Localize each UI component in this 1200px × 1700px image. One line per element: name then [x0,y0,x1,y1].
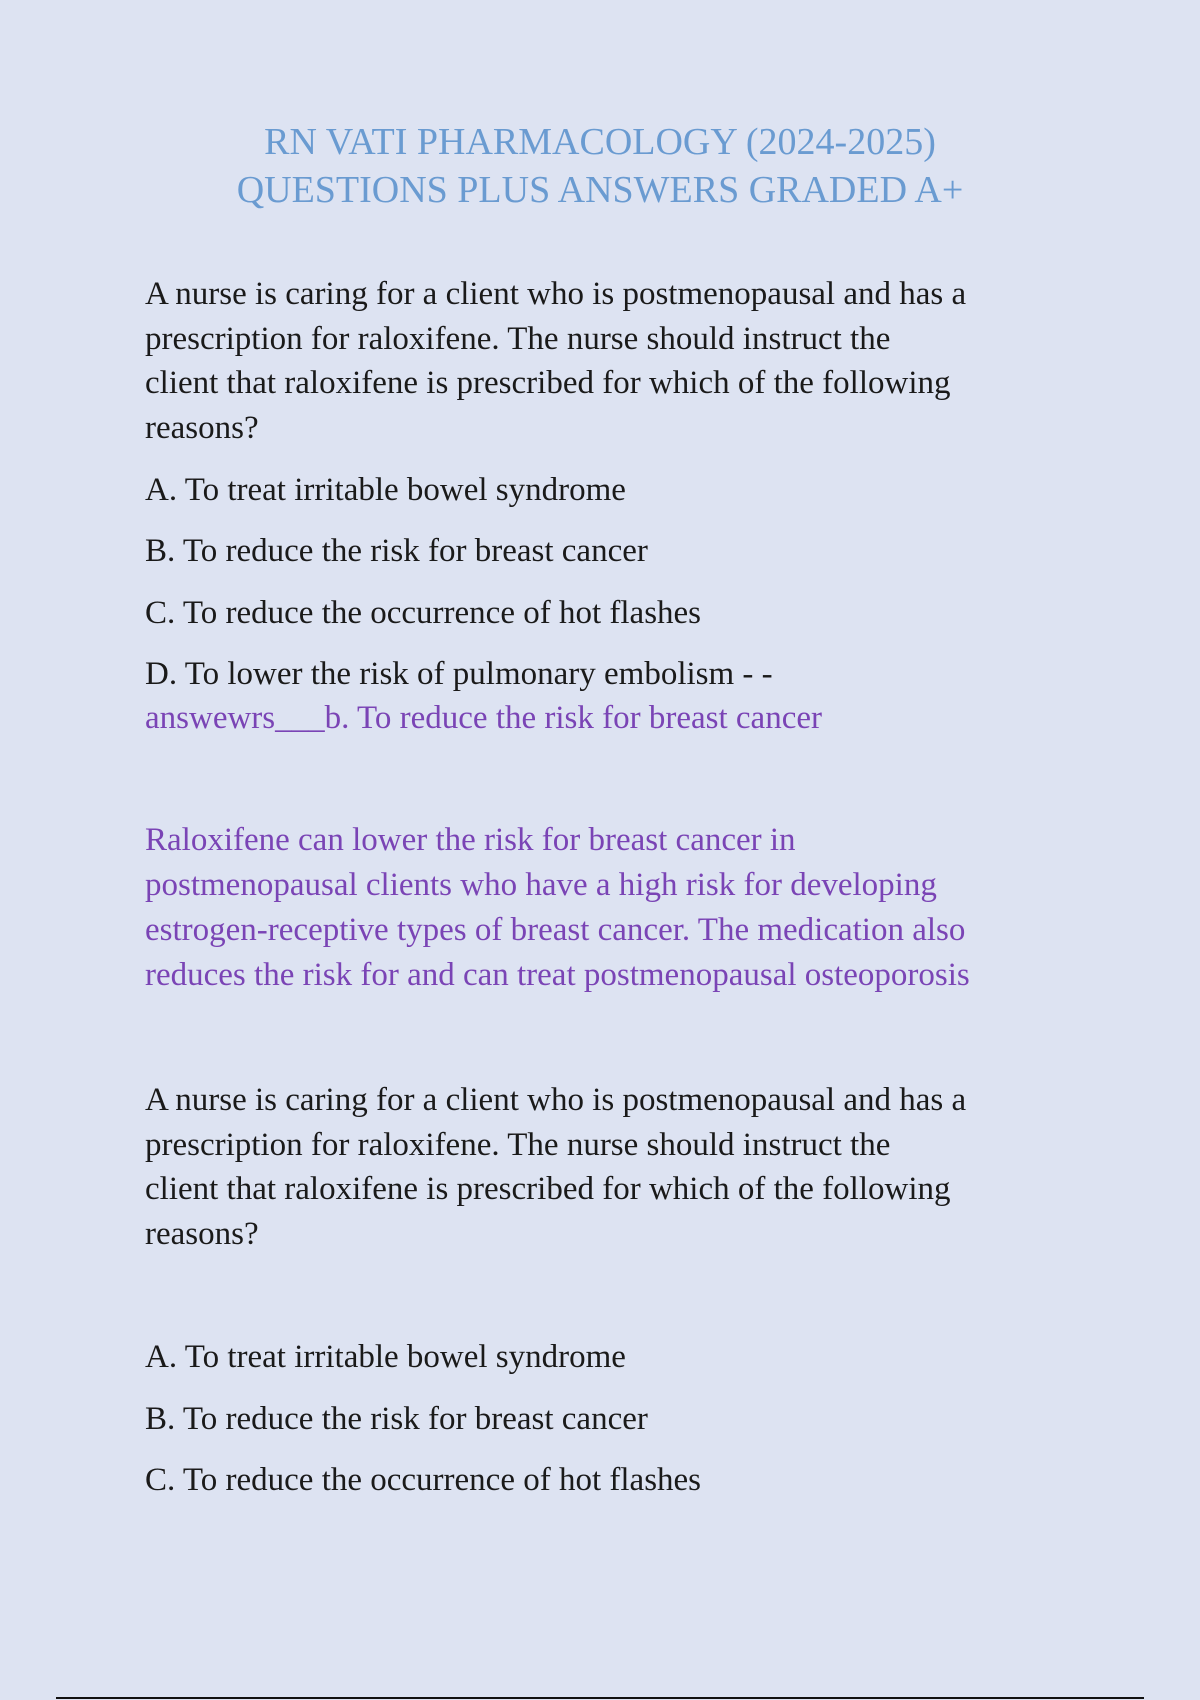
explanation-line-3: estrogen-receptive types of breast cancer. The medication also [145,912,966,948]
footer-divider [56,1697,1144,1699]
document-title [0,118,1200,214]
question-1-line-2: prescription for raloxifene. The nurse should instruct the [145,320,891,357]
question-2-line-1: A nurse is caring for a client who is postmenopausal and has a [145,1082,967,1118]
explanation-line-1: Raloxifene can lower the risk for breast cancer in [145,822,796,858]
question-1-explanation [145,818,1085,998]
explanation-line-2: postmenopausal clients who have a high risk for developing [145,867,937,903]
title-line-1: RN VATI PHARMACOLOGY (2024-2025) [264,121,936,163]
question-2-stem [145,1078,1065,1256]
question-2-line-3: client that raloxifene is prescribed for which of the following [145,1171,951,1207]
question-2-option-a: A. To treat irritable bowel syndrome [145,1339,626,1375]
question-1-option-c: C. To reduce the occurrence of hot flashes [145,595,702,631]
question-1-line-1: A nurse is caring for a client who is postmenopausal and has a [145,276,967,312]
question-2-line-4: reasons? [145,1215,259,1252]
question-1-option-d: D. To lower the risk of pulmonary embolism - - [145,656,773,692]
question-1-option-a: A. To treat irritable bowel syndrome [145,472,626,508]
question-1-line-3: client that raloxifene is prescribed for which of the following [145,365,951,401]
question-1-option-b: B. To reduce the risk for breast cancer [145,533,648,569]
question-2-line-2: prescription for raloxifene. The nurse should instruct the [145,1126,891,1163]
question-1-line-4: reasons? [145,409,259,446]
question-2-option-c: C. To reduce the occurrence of hot flashes [145,1462,702,1498]
question-1-answer: answewrs___b. To reduce the risk for breast cancer [145,700,822,736]
title-line-2: QUESTIONS PLUS ANSWERS GRADED A+ [236,169,964,211]
explanation-line-4: reduces the risk for and can treat postmenopausal osteoporosis [145,957,970,993]
question-2-option-b: B. To reduce the risk for breast cancer [145,1401,648,1437]
question-1-stem [145,272,1065,450]
